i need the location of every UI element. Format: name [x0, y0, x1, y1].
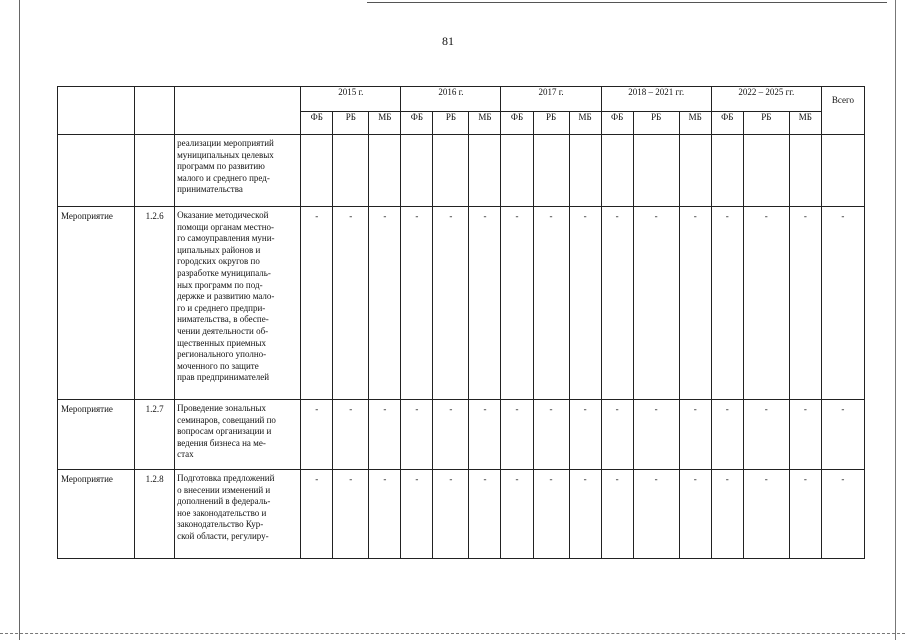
activity-name-line: семинаров, совещаний по: [177, 414, 276, 425]
activity-name-line: чении деятельности об-: [177, 325, 269, 336]
funding-value-cell: -: [789, 470, 821, 559]
funding-value-cell: -: [789, 207, 821, 400]
budget-rb-header: РБ: [633, 112, 679, 135]
budget-mb-header: МБ: [469, 112, 501, 135]
activity-name-line: стах: [177, 449, 194, 460]
activity-name-line: дополнений в федераль-: [177, 496, 271, 507]
funding-value-cell: -: [433, 470, 469, 559]
funding-value-cell: -: [469, 470, 501, 559]
funding-value-cell: [433, 135, 469, 207]
activity-name-line: программ по развитию: [177, 161, 265, 172]
activity-name-line: ных программ по под-: [177, 279, 263, 290]
activity-name-line: муниципальных целевых: [177, 149, 274, 160]
funding-value-cell: -: [401, 400, 433, 470]
funding-value-cell: [569, 135, 601, 207]
page-number: 81: [442, 34, 454, 48]
scan-edge-top: [367, 2, 887, 3]
activity-number-cell: 1.2.8: [135, 470, 175, 559]
activities-table: [57, 86, 865, 559]
funding-value-cell: -: [433, 207, 469, 400]
funding-value-cell: [401, 135, 433, 207]
activity-name-line: помощи органам местно-: [177, 221, 275, 232]
year-header: 2016 г.: [401, 87, 501, 112]
funding-value-cell: -: [501, 400, 533, 470]
funding-value-cell: -: [601, 400, 633, 470]
header-type-cell: [58, 87, 135, 135]
funding-value-cell: -: [711, 400, 743, 470]
funding-value-cell: -: [743, 470, 789, 559]
scan-edge-left: [19, 0, 20, 640]
funding-value-cell: -: [333, 470, 369, 559]
funding-value-cell: -: [633, 470, 679, 559]
activity-name-line: щественных приемных: [177, 337, 266, 348]
table-row: [58, 135, 865, 207]
activity-name-line: регионального уполно-: [177, 349, 267, 360]
total-value-cell: -: [821, 400, 864, 470]
activity-name-line: принимательства: [177, 184, 243, 195]
budget-rb-header: РБ: [333, 112, 369, 135]
funding-value-cell: -: [301, 400, 333, 470]
funding-value-cell: -: [501, 470, 533, 559]
funding-value-cell: [501, 135, 533, 207]
activity-name-line: го самоуправления муни-: [177, 233, 275, 244]
budget-fb-header: ФБ: [401, 112, 433, 135]
funding-value-cell: -: [333, 400, 369, 470]
activity-name-line: городских округов по: [177, 256, 260, 267]
activity-number-cell: 1.2.7: [135, 400, 175, 470]
year-header: 2017 г.: [501, 87, 601, 112]
funding-value-cell: -: [469, 400, 501, 470]
activity-name-line: разработке муниципаль-: [177, 267, 271, 278]
budget-fb-header: ФБ: [501, 112, 533, 135]
funding-value-cell: -: [369, 400, 401, 470]
funding-value-cell: -: [679, 207, 711, 400]
budget-rb-header: РБ: [433, 112, 469, 135]
funding-value-cell: -: [601, 207, 633, 400]
activity-name-line: го и среднего предпри-: [177, 302, 266, 313]
table-row: [58, 470, 865, 559]
funding-value-cell: -: [369, 470, 401, 559]
funding-value-cell: -: [743, 400, 789, 470]
activity-name-line: моченного по защите: [177, 360, 259, 371]
table-row: [58, 207, 865, 400]
funding-value-cell: [469, 135, 501, 207]
funding-value-cell: -: [569, 400, 601, 470]
activity-name-line: прав предпринимателей: [177, 372, 270, 383]
table-header-row: [58, 87, 865, 112]
budget-fb-header: ФБ: [601, 112, 633, 135]
budget-mb-header: МБ: [789, 112, 821, 135]
budget-fb-header: ФБ: [711, 112, 743, 135]
funding-value-cell: [679, 135, 711, 207]
funding-value-cell: [711, 135, 743, 207]
funding-value-cell: -: [633, 400, 679, 470]
funding-value-cell: -: [601, 470, 633, 559]
scan-edge-right: [895, 0, 896, 640]
funding-value-cell: [533, 135, 569, 207]
activity-name-line: Подготовка предложений: [177, 473, 275, 483]
funding-value-cell: -: [533, 207, 569, 400]
activity-name-line: малого и среднего пред-: [177, 172, 270, 183]
activity-name-line: вопросам организации и: [177, 426, 272, 437]
funding-value-cell: -: [533, 400, 569, 470]
funding-value-cell: [743, 135, 789, 207]
activity-name-cell: [175, 470, 301, 559]
funding-value-cell: -: [501, 207, 533, 400]
activity-name-line: о внесении изменений и: [177, 484, 271, 495]
total-value-cell: -: [821, 207, 864, 400]
funding-value-cell: -: [433, 400, 469, 470]
total-value-cell: [821, 135, 864, 207]
total-value-cell: -: [821, 470, 864, 559]
activity-name-line: ской области, регулиру-: [177, 530, 269, 541]
funding-value-cell: -: [569, 207, 601, 400]
funding-value-cell: -: [301, 470, 333, 559]
funding-value-cell: -: [333, 207, 369, 400]
table-row: [58, 400, 865, 470]
year-header: 2022 – 2025 гг.: [711, 87, 821, 112]
funding-value-cell: -: [743, 207, 789, 400]
funding-value-cell: -: [679, 470, 711, 559]
funding-value-cell: -: [401, 470, 433, 559]
funding-value-cell: -: [679, 400, 711, 470]
budget-mb-header: МБ: [569, 112, 601, 135]
funding-value-cell: -: [469, 207, 501, 400]
activity-number-cell: [135, 135, 175, 207]
activity-name-line: ципальных районов и: [177, 244, 261, 255]
activity-name-line: Оказание методической: [177, 210, 269, 220]
funding-value-cell: -: [369, 207, 401, 400]
year-header: 2018 – 2021 гг.: [601, 87, 711, 112]
activity-type-cell: [58, 135, 135, 207]
funding-value-cell: -: [633, 207, 679, 400]
header-number-cell: [135, 87, 175, 135]
activity-name-line: ведения бизнеса на ме-: [177, 437, 266, 448]
budget-fb-header: ФБ: [301, 112, 333, 135]
budget-mb-header: МБ: [679, 112, 711, 135]
activity-number-cell: 1.2.6: [135, 207, 175, 400]
funding-value-cell: -: [789, 400, 821, 470]
activity-name-cell: [175, 400, 301, 470]
funding-value-cell: -: [301, 207, 333, 400]
funding-value-cell: [333, 135, 369, 207]
funding-value-cell: -: [711, 207, 743, 400]
year-header: 2015 г.: [301, 87, 401, 112]
scan-edge-bottom: [0, 633, 905, 634]
activity-type-cell: Мероприятие: [58, 470, 135, 559]
budget-rb-header: РБ: [743, 112, 789, 135]
funding-value-cell: [301, 135, 333, 207]
funding-value-cell: -: [569, 470, 601, 559]
activity-name-line: законодательство Кур-: [177, 519, 264, 530]
activity-name-cell: [175, 207, 301, 400]
funding-value-cell: [601, 135, 633, 207]
activity-name-line: Проведение зональных: [177, 403, 266, 413]
activity-name-line: ное законодательство и: [177, 507, 267, 518]
header-name-cell: [175, 87, 301, 135]
table-body: [58, 135, 865, 559]
activity-type-cell: Мероприятие: [58, 207, 135, 400]
total-header: Всего: [821, 87, 864, 135]
funding-value-cell: -: [401, 207, 433, 400]
funding-value-cell: [789, 135, 821, 207]
activity-name-line: реализации мероприятий: [177, 138, 274, 148]
funding-value-cell: -: [711, 470, 743, 559]
activity-type-cell: Мероприятие: [58, 400, 135, 470]
budget-mb-header: МБ: [369, 112, 401, 135]
activity-name-line: держке и развитию мало-: [177, 291, 275, 302]
funding-value-cell: [369, 135, 401, 207]
activity-name-cell: [175, 135, 301, 207]
funding-value-cell: -: [533, 470, 569, 559]
funding-value-cell: [633, 135, 679, 207]
budget-rb-header: РБ: [533, 112, 569, 135]
activity-name-line: нимательства, в обеспе-: [177, 314, 269, 325]
